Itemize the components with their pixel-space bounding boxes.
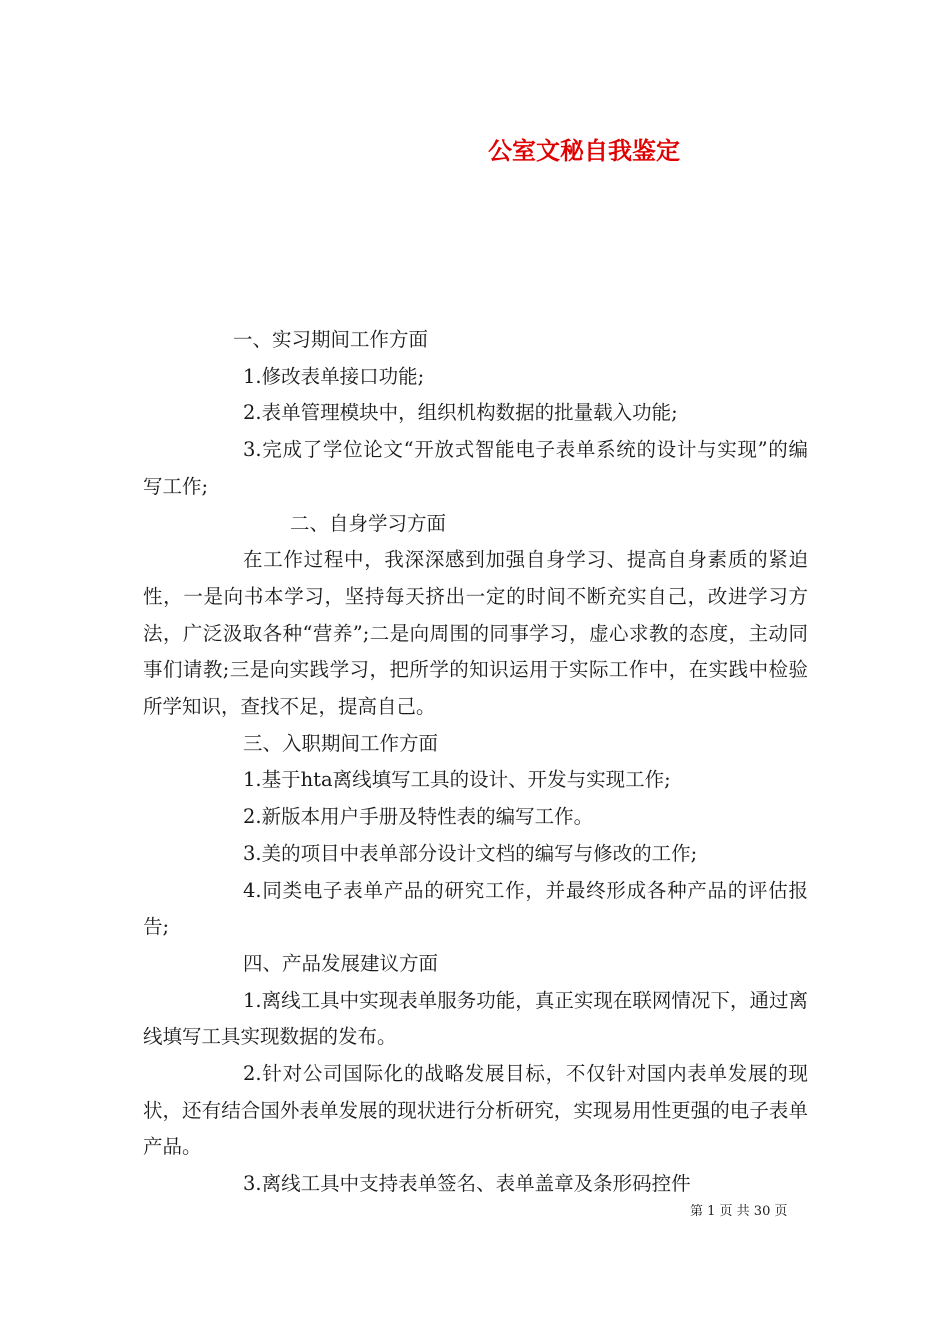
list-item: 3.美的项目中表单部分设计文档的编写与修改的工作; bbox=[243, 841, 698, 865]
list-item: 2.表单管理模块中，组织机构数据的批量载入功能; bbox=[243, 401, 678, 425]
section-heading: 三、入职期间工作方面 bbox=[243, 731, 439, 755]
document-title: 公室文秘自我鉴定 bbox=[488, 136, 680, 165]
list-item: 1.基于hta离线填写工具的设计、开发与实现工作; bbox=[243, 768, 671, 792]
list-item: 2.针对公司国际化的战略发展目标，不仅针对国内表单发展的现状，还有结合国外表单发展的现状进行分析研究，实现易用性更强的电子表单产品。 bbox=[143, 1062, 808, 1159]
list-item: 3.离线工具中支持表单签名、表单盖章及条形码控件 bbox=[243, 1172, 691, 1196]
section-heading: 一、实习期间工作方面 bbox=[233, 328, 429, 351]
section-heading: 二、自身学习方面 bbox=[290, 511, 447, 535]
page-footer: 第 1 页 共 30 页 bbox=[690, 1204, 788, 1219]
section-heading: 四、产品发展建议方面 bbox=[243, 951, 439, 975]
document-body bbox=[143, 322, 808, 1203]
list-item: 1.离线工具中实现表单服务功能，真正实现在联网情况下，通过离线填写工具实现数据的发布。 bbox=[143, 988, 808, 1049]
list-item: 3.完成了学位论文“开放式智能电子表单系统的设计与实现”的编写工作; bbox=[143, 438, 808, 498]
body-paragraph: 在工作过程中，我深深感到加强自身学习、提高自身素质的紧迫性，一是向书本学习，坚持每天挤出一定的时间不断充实自己，改进学习方法，广泛汲取各种“营养”;二是向周围的同事学习，虚心求教的态度，主动同事们请教;三是向实践学习，把所学的知识运用于实际工作中，在实践中检验所学知识，查找不足，提高自己。 bbox=[143, 548, 808, 719]
list-item: 2.新版本用户手册及特性表的编写工作。 bbox=[243, 805, 594, 829]
list-item: 4.同类电子表单产品的研究工作，并最终形成各种产品的评估报告; bbox=[143, 878, 808, 939]
list-item: 1.修改表单接口功能; bbox=[243, 364, 425, 388]
